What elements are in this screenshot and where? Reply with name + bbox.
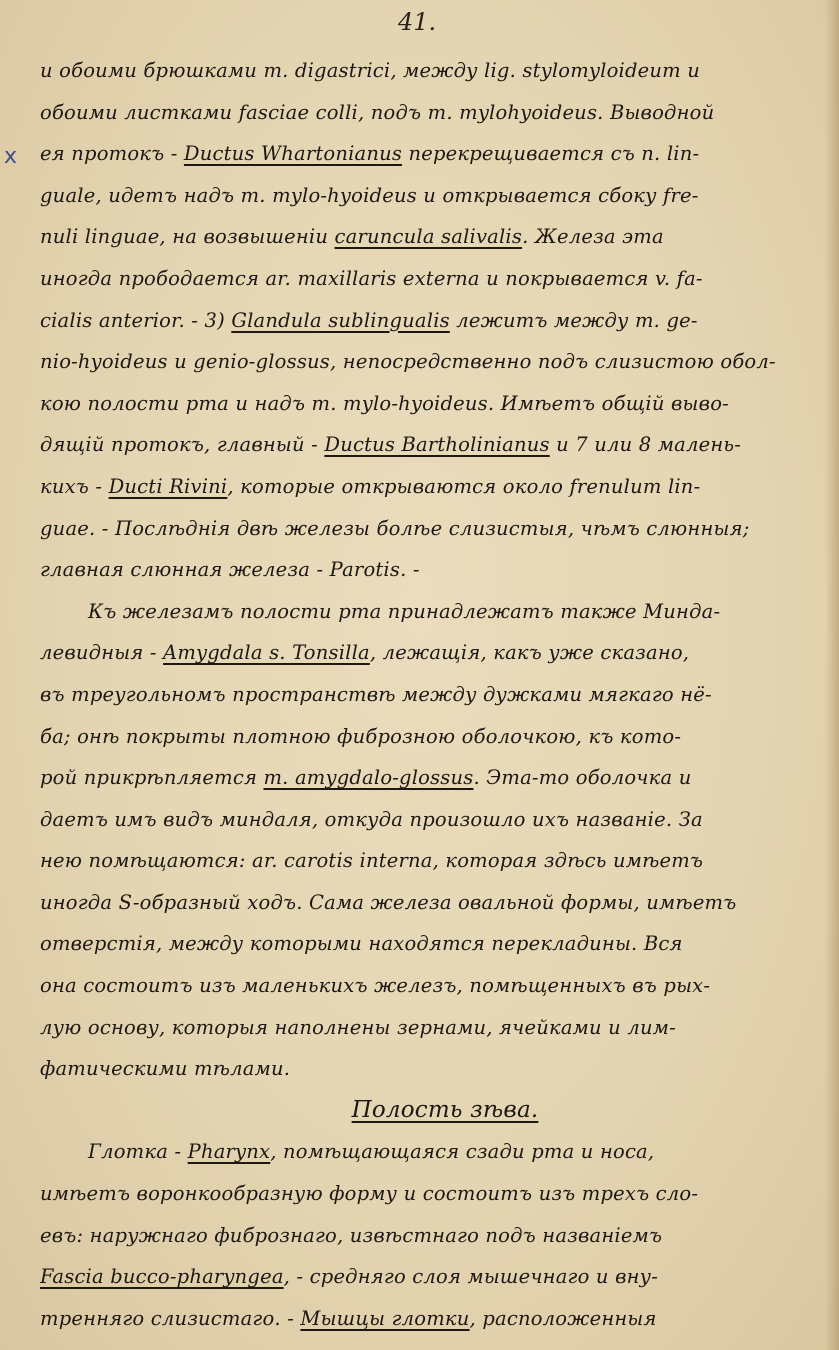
margin-pencil-mark: x — [4, 144, 18, 169]
underlined-term: Glandula sublingualis — [231, 308, 450, 332]
text-segment: . Железа эта — [522, 225, 664, 249]
page-number: 41. — [398, 8, 437, 36]
text-line — [40, 50, 810, 92]
section-heading — [40, 1090, 810, 1132]
text-segment: даетъ имъ видъ миндаля, откуда произошло ихъ названіе. За — [40, 807, 703, 831]
text-segment: , которые открываются около frenulum lin- — [227, 474, 701, 498]
text-segment: иногда S-образный ходъ. Сама железа овальной формы, имѣетъ — [40, 890, 737, 914]
text-line — [40, 549, 810, 591]
text-segment: nuli linguae, на возвышеніи — [40, 225, 335, 249]
text-segment: , помѣщающаяся сзади рта и носа, — [270, 1140, 655, 1164]
text-line — [40, 1007, 810, 1049]
handwritten-text-body — [40, 50, 810, 1339]
underlined-term: m. amygdalo-glossus — [263, 766, 474, 790]
text-segment: и обоими брюшками m. digastrici, между lig. stylomyloideum и — [40, 59, 700, 82]
underlined-term: Ductus Bartholinianus — [324, 433, 550, 457]
text-line — [40, 341, 810, 383]
text-segment: Къ железамъ полости рта принадлежатъ также Минда- — [88, 599, 721, 623]
page-edge-shadow — [825, 0, 839, 1350]
text-segment: тренняго слизистаго. - — [40, 1306, 301, 1330]
text-segment: левидныя - — [40, 641, 164, 665]
text-line — [40, 1215, 810, 1257]
text-segment: дящій протокъ, главный - — [40, 433, 325, 457]
text-line — [40, 1131, 810, 1173]
text-segment: nio-hyoideus и genio-glossus, непосредственно подъ слизистою обол- — [40, 350, 776, 374]
text-segment: cialis anterior. - 3) — [40, 308, 232, 332]
text-segment: guae. - Послѣднія двѣ железы болѣе слизистыя, чѣмъ слюнныя; — [40, 516, 750, 540]
text-line — [40, 1256, 810, 1298]
text-line — [40, 882, 810, 924]
text-line — [40, 133, 810, 175]
text-line — [40, 674, 810, 716]
underlined-term: Мышцы глотки — [300, 1306, 470, 1330]
text-segment: иногда прободается ar. maxillaris externa и покрывается v. fa- — [40, 266, 703, 290]
text-segment: имѣетъ воронкообразную форму и состоитъ изъ трехъ сло- — [40, 1182, 699, 1206]
underlined-term: Amygdala s. Tonsilla — [163, 641, 370, 665]
text-segment: рой прикрѣпляется — [40, 766, 264, 790]
text-line — [40, 508, 810, 550]
text-segment: Глотка - — [88, 1140, 188, 1164]
text-line — [40, 92, 810, 134]
text-segment: , - средняго слоя мышечнаго и вну- — [283, 1265, 658, 1289]
text-segment: нею помѣщаются: ar. carotis interna, которая здѣсь имѣетъ — [40, 849, 704, 873]
text-segment: и 7 или 8 малень- — [549, 433, 742, 457]
text-line — [40, 1173, 810, 1215]
text-segment: обоими листками fasciae colli, подъ m. mylohyoideus. Выводной — [40, 100, 715, 124]
text-segment: ея протокъ - — [40, 142, 184, 166]
underlined-term: Ducti Rivini — [108, 474, 228, 498]
text-segment: перекрещивается съ n. lin- — [402, 142, 700, 166]
text-line — [40, 965, 810, 1007]
text-segment: отверстія, между которыми находятся перекладины. Вся — [40, 932, 683, 956]
text-segment: лую основу, которыя наполнены зернами, ячейками и лим- — [40, 1015, 676, 1039]
underlined-term: caruncula salivalis — [334, 225, 523, 249]
text-segment: фатическими тѣлами. — [40, 1057, 291, 1081]
text-segment: главная слюнная железа - Parotis. - — [40, 558, 420, 582]
underlined-term: Ductus Whartonianus — [183, 142, 403, 166]
text-segment: кихъ - — [40, 474, 109, 498]
text-segment: . Эта-то оболочка и — [473, 766, 692, 790]
text-segment: лежитъ между m. ge- — [449, 308, 698, 332]
text-segment: , лежащія, какъ уже сказано, — [369, 641, 690, 665]
text-segment: кою полости рта и надъ m. mylo-hyoideus. Имѣетъ общій выво- — [40, 391, 729, 415]
text-line — [40, 466, 810, 508]
text-line — [40, 300, 810, 342]
text-segment: , расположенныя — [469, 1306, 657, 1330]
text-line — [40, 383, 810, 425]
text-line — [40, 1048, 810, 1090]
text-line — [40, 840, 810, 882]
text-line — [40, 1298, 810, 1340]
text-line — [40, 591, 810, 633]
text-segment: она состоитъ изъ маленькихъ железъ, помѣщенныхъ въ рых- — [40, 974, 711, 998]
text-line — [40, 258, 810, 300]
text-line — [40, 424, 810, 466]
text-line — [40, 799, 810, 841]
text-line — [40, 216, 810, 258]
underlined-term: Fascia bucco-pharyngea — [40, 1265, 284, 1289]
text-line — [40, 716, 810, 758]
text-line — [40, 632, 810, 674]
text-segment: евъ: наружнаго фибрознаго, извѣстнаго подъ названіемъ — [40, 1223, 663, 1247]
text-line — [40, 923, 810, 965]
underlined-term: Полость зѣва. — [351, 1096, 539, 1123]
underlined-term: Pharynx — [187, 1140, 271, 1164]
text-segment: ба; онѣ покрыты плотною фиброзною оболочкою, къ кото- — [40, 724, 682, 748]
text-segment: guale, идетъ надъ m. mylo-hyoideus и открывается сбоку fre- — [40, 183, 699, 207]
text-line — [40, 175, 810, 217]
text-segment: въ треугольномъ пространствѣ между дужками мягкаго нё- — [40, 682, 712, 706]
text-line — [40, 757, 810, 799]
